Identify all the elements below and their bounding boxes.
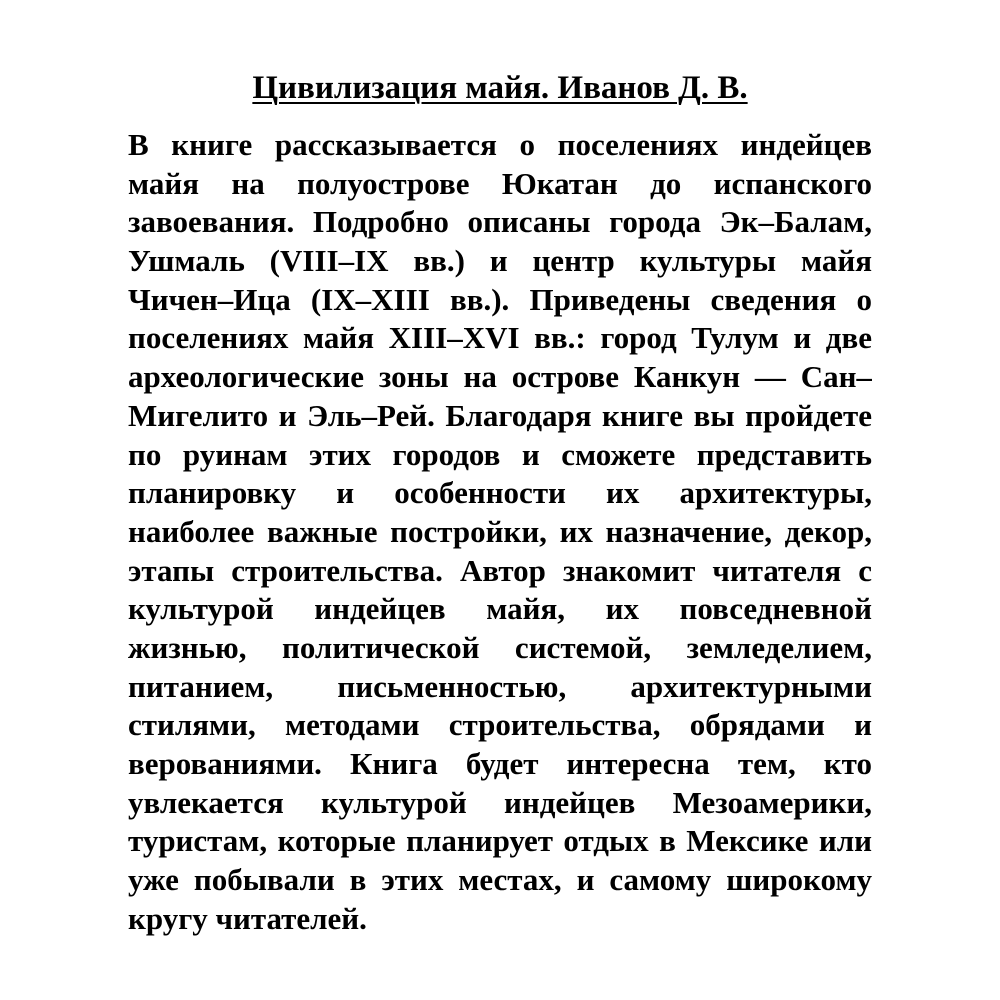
- paragraph-line: Ушмаль (VIII–IX вв.) и центр культуры майя: [128, 243, 872, 279]
- paragraph-line: кругу читателей.: [128, 900, 367, 936]
- document-title-text: Цивилизация майя. Иванов Д. В.: [252, 70, 748, 106]
- paragraph-line: питанием, письменностью, архитектурными: [128, 668, 872, 704]
- description-paragraph: [128, 126, 872, 938]
- paragraph-line: планировку и особенности их архитектуры,: [128, 475, 872, 511]
- paragraph-line: жизнью, политической системой, земледелием,: [128, 629, 872, 665]
- paragraph-line: майя на полуострове Юкатан до испанского: [128, 165, 872, 201]
- paragraph-line: по руинам этих городов и сможете представить: [128, 436, 872, 472]
- paragraph-line: Чичен–Ица (IX–XIII вв.). Приведены сведения о: [128, 281, 872, 317]
- paragraph-line: поселениях майя XIII–XVI вв.: город Тулум и две: [128, 320, 872, 356]
- paragraph-line: Мигелито и Эль–Рей. Благодаря книге вы пройдете: [128, 397, 872, 433]
- paragraph-line: В книге рассказывается о поселениях индейцев: [128, 127, 872, 162]
- paragraph-line: наиболее важные постройки, их назначение, декор,: [128, 513, 872, 549]
- paragraph-line: завоевания. Подробно описаны города Эк–Балам,: [128, 204, 872, 240]
- paragraph-line: увлекается культурой индейцев Мезоамерики,: [128, 784, 872, 820]
- document-title: [0, 68, 1000, 108]
- paragraph-line: археологические зоны на острове Канкун — Сан–: [128, 359, 872, 395]
- paragraph-line: стилями, методами строительства, обрядами и: [128, 707, 872, 743]
- paragraph-line: культурой индейцев майя, их повседневной: [128, 591, 872, 627]
- paragraph-line: уже побывали в этих местах, и самому широкому: [128, 862, 872, 898]
- paragraph-line: этапы строительства. Автор знакомит читателя с: [128, 552, 872, 588]
- paragraph-line: верованиями. Книга будет интересна тем, кто: [128, 746, 872, 781]
- paragraph-line: туристам, которые планирует отдых в Мексике или: [128, 823, 872, 859]
